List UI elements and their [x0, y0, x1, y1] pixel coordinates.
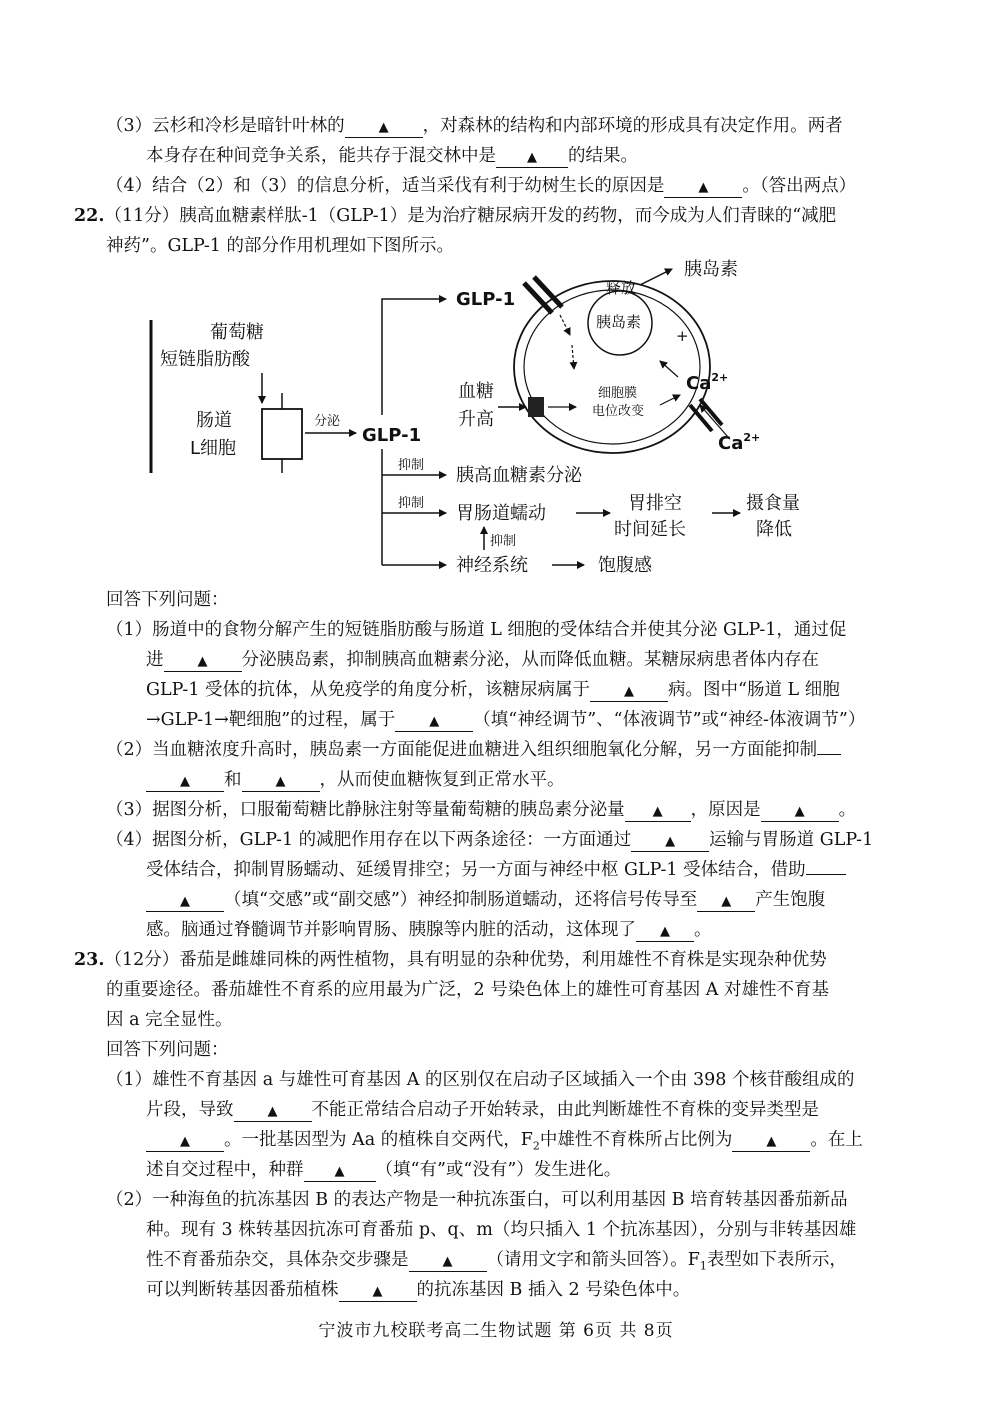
- text: 中雄性不育株所占比例为: [539, 1130, 733, 1150]
- q22-sub3: [106, 798, 856, 822]
- text: Ca: [686, 373, 712, 394]
- answer-blank[interactable]: ▲: [697, 893, 755, 912]
- intestine-label: 肠道: [196, 410, 232, 431]
- blood-sugar-label: 血糖: [458, 381, 494, 402]
- membrane-label-1: 细胞膜: [598, 386, 638, 401]
- text: ，从而使血糖恢复到正常水平。: [319, 770, 565, 790]
- q22-sub1-line1: [106, 618, 846, 642]
- text: 本身存在种间竞争关系，能共存于混交林中是: [146, 146, 496, 166]
- q23-sub1-line2: [146, 1098, 819, 1122]
- answer-blank[interactable]: ▲: [345, 119, 423, 138]
- q22-sub4-line2: [146, 858, 846, 882]
- answer-blank[interactable]: ▲: [409, 1253, 487, 1272]
- text: （填“神经调节”、“体液调节”或“神经-体液调节”）: [473, 710, 866, 730]
- text: 运输与胃肠道 GLP-1: [709, 830, 874, 850]
- lcell-label: L细胞: [190, 438, 237, 459]
- q21-part3-line2: [146, 144, 638, 168]
- q22-sub4-line3: [146, 888, 825, 912]
- inhibit-glucagon-label: 抑制: [398, 458, 425, 473]
- answer-blank[interactable]: ▲: [395, 713, 473, 732]
- insulin-inner-label: 胰岛素: [596, 313, 642, 331]
- lcell-box: [262, 409, 302, 459]
- q23-answer-prompt: [106, 1038, 229, 1062]
- glp1-mechanism-diagram: [0, 255, 992, 585]
- q22-sub1-line3: [146, 678, 840, 702]
- answer-blank[interactable]: ▲: [636, 923, 694, 942]
- text: 回答下列问题：: [106, 590, 229, 610]
- text: →GLP-1→靶细胞”的过程，属于: [146, 710, 396, 730]
- text: 。一批基因型为 Aa 的植株自交两代，F: [224, 1130, 533, 1150]
- plus-sign: +: [676, 327, 689, 345]
- text: ，对森林的结构和内部环境的形成具有决定作用。两者: [422, 116, 843, 136]
- satiety-label: 饱腹感: [598, 555, 652, 576]
- text: 2+: [743, 431, 761, 444]
- text: GLP-1 受体的抗体，从免疫学的角度分析，该糖尿病属于: [146, 680, 591, 700]
- text: （4）据图分析，GLP-1 的减肥作用存在以下两条途径：一方面通过: [106, 830, 632, 850]
- answer-blank[interactable]: ▲: [146, 773, 224, 792]
- text: （4）结合（2）和（3）的信息分析，适当采伐有利于幼树生长的原因是: [106, 176, 665, 196]
- q23-sub2-line2: [146, 1218, 856, 1242]
- secrete-label: 分泌: [314, 414, 341, 429]
- calcium-outside-label: [718, 431, 760, 454]
- answer-blank[interactable]: ▲: [234, 1103, 312, 1122]
- text: 分泌胰岛素，抑制胰高血糖素分泌，从而降低血糖。某糖尿病患者体内存在: [241, 650, 819, 670]
- answer-blank[interactable]: ▲: [631, 833, 709, 852]
- text: 进: [146, 650, 164, 670]
- intake-line1: 摄食量: [746, 493, 800, 514]
- text: 。: [838, 800, 857, 820]
- question-number: 22.: [74, 206, 105, 226]
- q22-sub2-line1: [106, 738, 841, 762]
- scfa-label: 短链脂肪酸: [160, 349, 250, 370]
- q22-sub2-line2: [146, 768, 565, 792]
- text: 可以判断转基因番茄植株: [146, 1280, 339, 1300]
- q23-sub2-line3: [146, 1248, 847, 1279]
- answer-blank[interactable]: ▲: [146, 893, 224, 912]
- text: 1: [699, 1259, 707, 1273]
- answer-blank-start[interactable]: [817, 754, 841, 755]
- text: （12分）番茄是雌雄同株的两性植物，具有明显的杂种优势，利用雄性不育株是实现杂种优势: [104, 950, 827, 970]
- q22-sub4-line4: [146, 918, 712, 942]
- answer-blank[interactable]: ▲: [242, 773, 320, 792]
- text: 神药”。GLP-1 的部分作用机理如下图所示。: [106, 236, 454, 256]
- answer-blank[interactable]: ▲: [625, 803, 691, 822]
- question-number: 23.: [74, 950, 105, 970]
- answer-blank[interactable]: ▲: [164, 653, 242, 672]
- q23-sub2-line4: [146, 1278, 690, 1302]
- calcium-inside-label: [686, 371, 728, 394]
- glucagon-label: 胰高血糖素分泌: [456, 465, 582, 486]
- answer-blank[interactable]: ▲: [590, 683, 668, 702]
- q23-sub2-line1: [106, 1188, 848, 1212]
- text: 性不育番茄杂交，具体杂交步骤是: [146, 1250, 409, 1270]
- glp1-top-label: GLP-1: [456, 289, 516, 310]
- q23-sub1-line3: [146, 1128, 863, 1159]
- text: 种。现有 3 株转基因抗冻可育番茄 p、q、m（均只插入 1 个抗冻基因），分别与非转基因雄: [146, 1220, 857, 1240]
- q21-part4: [106, 174, 856, 198]
- q22-answer-prompt: [106, 588, 229, 612]
- glucose-label: 葡萄糖: [210, 322, 264, 343]
- text: 。: [694, 920, 712, 940]
- q22-sub1-line2: [146, 648, 819, 672]
- text: （请用文字和箭头回答）。F: [486, 1250, 700, 1270]
- text: （2）一种海鱼的抗冻基因 B 的表达产物是一种抗冻蛋白，可以利用基因 B 培育转基因番茄新品: [106, 1190, 848, 1210]
- text: 2: [532, 1139, 540, 1153]
- inhibit-nervous-label: 抑制: [490, 534, 517, 549]
- text: 的重要途径。番茄雄性不育系的应用最为广泛，2 号染色体上的雄性可育基因 A 对雄性不育基: [106, 980, 829, 1000]
- motility-label: 胃肠道蠕动: [456, 503, 546, 524]
- q22-heading-line1: [74, 204, 836, 228]
- glucose-transporter: [528, 397, 544, 417]
- answer-blank-start[interactable]: [806, 874, 846, 875]
- text: 的结果。: [568, 146, 638, 166]
- text: 。在上: [810, 1130, 863, 1150]
- text: （3）云杉和冷杉是暗针叶林的: [106, 116, 345, 136]
- text: 因 a 完全显性。: [106, 1010, 233, 1030]
- q22-sub1-line4: [146, 708, 865, 732]
- answer-blank[interactable]: ▲: [339, 1283, 417, 1302]
- text: 和: [224, 770, 242, 790]
- text: （1）雄性不育基因 a 与雄性可育基因 A 的区别仅在启动子区域插入一个由 398 个核苷酸组成的: [106, 1070, 855, 1090]
- text: （填“有”或“没有”）发生进化。: [375, 1160, 622, 1180]
- text: 不能正常结合启动子开始转录，由此判断雄性不育株的变异类型是: [311, 1100, 819, 1120]
- q21-part3-line1: [106, 114, 843, 138]
- text: （3）据图分析，口服葡萄糖比静脉注射等量葡萄糖的胰岛素分泌量: [106, 800, 625, 820]
- answer-blank[interactable]: ▲: [732, 1133, 810, 1152]
- release-label: 释放: [606, 279, 637, 297]
- answer-blank[interactable]: ▲: [304, 1163, 376, 1182]
- nervous-system-label: 神经系统: [456, 555, 528, 576]
- answer-blank[interactable]: ▲: [496, 149, 568, 168]
- q22-sub4-line1: [106, 828, 873, 852]
- text: （1）肠道中的食物分解产生的短链脂肪酸与肠道 L 细胞的受体结合并使其分泌 GLP-1，通过促: [106, 620, 847, 640]
- text: （填“交感”或“副交感”）神经抑制肠道蠕动，还将信号传导至: [224, 890, 698, 910]
- glp1-center-label: GLP-1: [362, 425, 422, 446]
- text: 片段，导致: [146, 1100, 234, 1120]
- text: 产生饱腹: [755, 890, 826, 910]
- q23-heading-line1: [74, 948, 827, 972]
- text: ，原因是: [690, 800, 761, 820]
- page-footer: 宁波市九校联考高二生物试题 第 6页 共 8页: [318, 1321, 674, 1341]
- text: 述自交过程中，种群: [146, 1160, 304, 1180]
- text: 受体结合，抑制胃肠蠕动、延缓胃排空；另一方面与神经中枢 GLP-1 受体结合，借助: [146, 860, 806, 880]
- text: 病。图中“肠道 L 细胞: [668, 680, 840, 700]
- q23-heading-line2: [106, 978, 829, 1002]
- text: Ca: [718, 433, 744, 454]
- text: 。（答出两点）: [742, 176, 857, 196]
- answer-blank[interactable]: ▲: [664, 179, 742, 198]
- gastric-emptying-line1: 胃排空: [628, 493, 682, 514]
- membrane-label-2: 电位改变: [592, 404, 645, 419]
- text: 表型如下表所示，: [706, 1250, 847, 1270]
- intake-line2: 降低: [756, 519, 792, 540]
- answer-blank[interactable]: ▲: [146, 1133, 224, 1152]
- text: 回答下列问题：: [106, 1040, 229, 1060]
- inhibit-motility-label: 抑制: [398, 496, 425, 511]
- gastric-emptying-line2: 时间延长: [614, 519, 686, 540]
- answer-blank[interactable]: ▲: [761, 803, 839, 822]
- rise-label: 升高: [458, 409, 494, 430]
- text: 感。脑通过脊髓调节并影响胃肠、胰腺等内脏的活动，这体现了: [146, 920, 636, 940]
- text: 的抗冻基因 B 插入 2 号染色体中。: [416, 1280, 691, 1300]
- q23-heading-line3: [106, 1008, 233, 1032]
- insulin-out-label: 胰岛素: [684, 259, 738, 280]
- q23-sub1-line1: [106, 1068, 854, 1092]
- q23-sub1-line4: [146, 1158, 621, 1182]
- text: 2+: [711, 371, 729, 384]
- text: （11分）胰高血糖素样肽-1（GLP-1）是为治疗糖尿病开发的药物，而今成为人们青睐的“减肥: [104, 206, 837, 226]
- text: （2）当血糖浓度升高时，胰岛素一方面能促进血糖进入组织细胞氧化分解，另一方面能抑制: [106, 740, 818, 760]
